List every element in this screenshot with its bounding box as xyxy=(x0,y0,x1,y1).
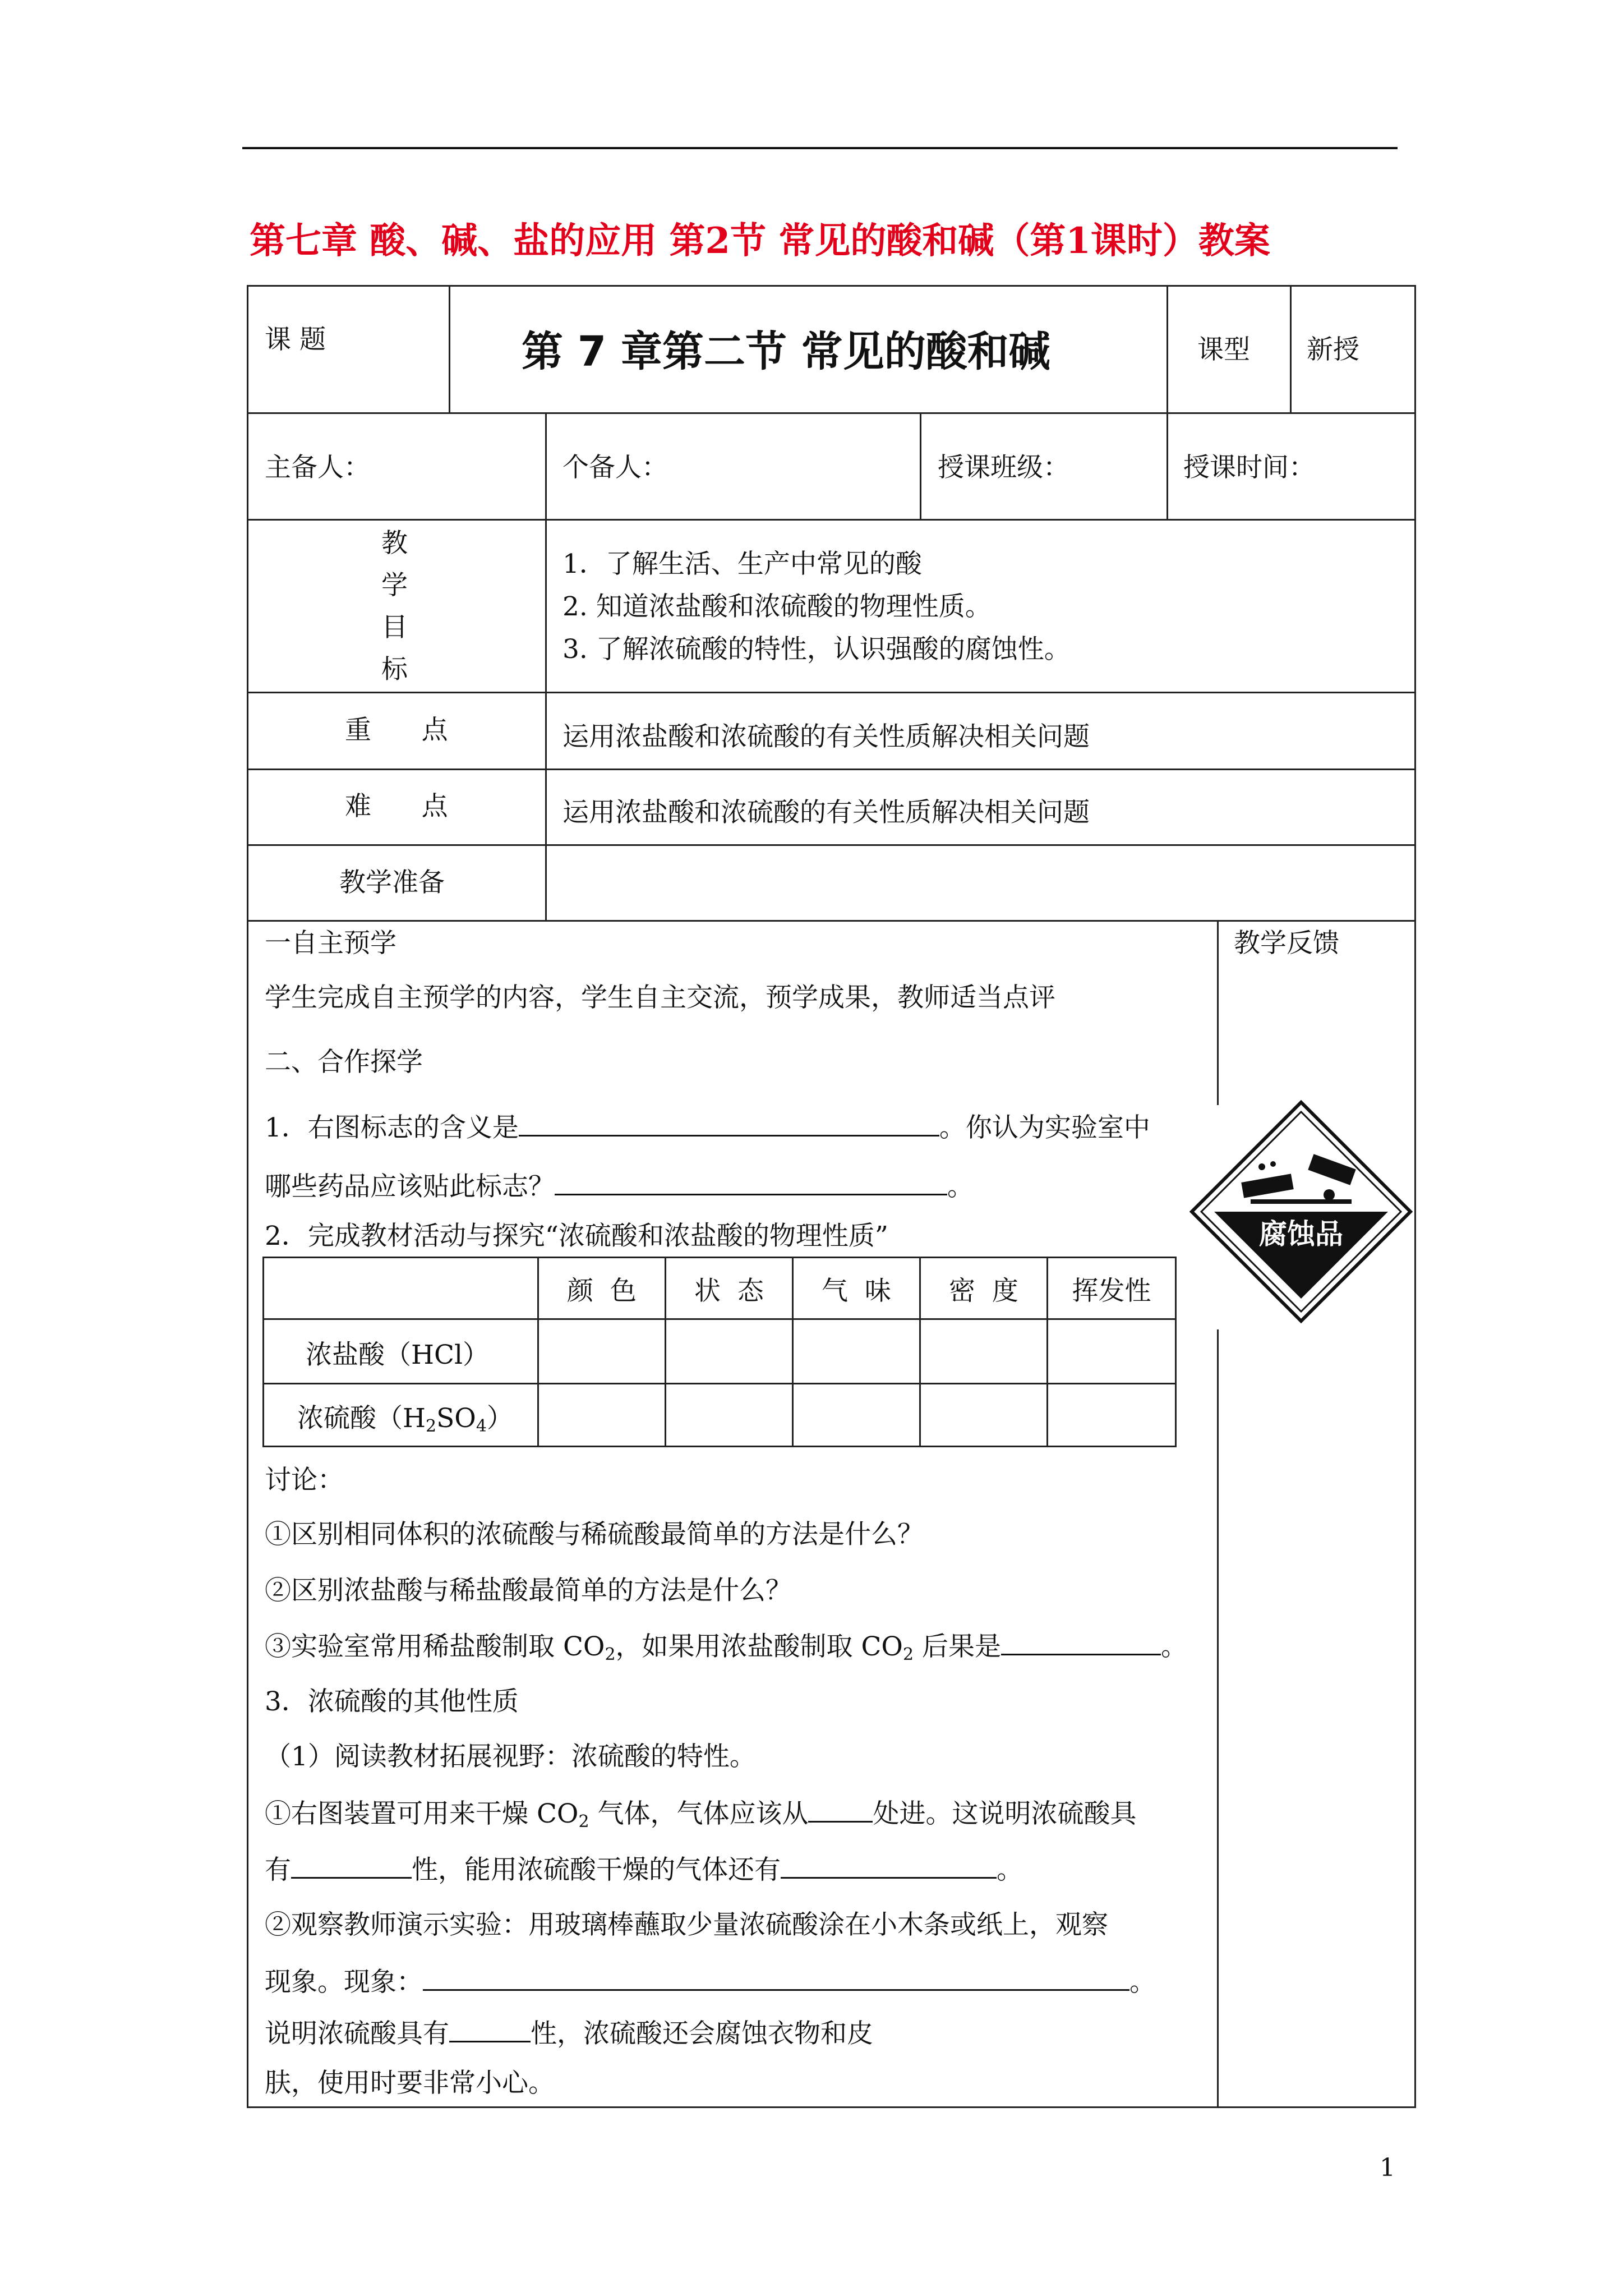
corrosive-hazard-sign xyxy=(1189,1099,1413,1324)
answer-blank[interactable] xyxy=(808,1800,873,1823)
row-label-hcl: 浓盐酸（HCl） xyxy=(306,1340,489,1370)
lesson-type-label: 课型 xyxy=(1197,334,1250,365)
section-1-text: 学生完成自主预学的内容，学生自主交流，预学成果，教师适当点评 xyxy=(265,982,1055,1013)
discussion-3: ③实验室常用稀盐酸制取 $CO_2$，如果用浓盐酸制取 $CO_2$ 后果是 。 xyxy=(265,1631,1188,1664)
col-header-state: 状 态 xyxy=(694,1276,764,1306)
prep-label: 教学准备 xyxy=(339,867,445,898)
answer-blank[interactable] xyxy=(781,1856,997,1879)
col-header-volatility: 挥发性 xyxy=(1072,1276,1151,1306)
row-label-h2so4: 浓硫酸$(H_2SO_4)$ xyxy=(297,1403,513,1436)
main-preparer-label: 主备人： xyxy=(265,452,370,483)
difficulty-label: 难 点 xyxy=(345,791,448,822)
section-1-title: 一自主预学 xyxy=(265,928,396,959)
col-header-odor: 气 味 xyxy=(822,1276,891,1306)
property-2-line-1: ②观察教师演示实验：用玻璃棒蘸取少量浓硫酸涂在小木条或纸上，观察 xyxy=(265,1910,1108,1940)
topic-label: 课 题 xyxy=(265,324,326,355)
question-1-line-2: 哪些药品应该贴此标志？ 。 xyxy=(265,1171,974,1202)
corrosive-icon xyxy=(1189,1099,1413,1324)
difficulty-value: 运用浓盐酸和浓硫酸的有关性质解决相关问题 xyxy=(562,797,1090,828)
goals-label-3: 目 xyxy=(381,612,408,643)
answer-blank[interactable] xyxy=(291,1856,412,1879)
goals-label-2: 学 xyxy=(381,570,408,601)
discussion-label: 讨论： xyxy=(265,1465,344,1496)
question-1-line-1: 1．右图标志的含义是 。你认为实验室中 xyxy=(265,1112,1150,1143)
time-label: 授课时间： xyxy=(1183,452,1315,483)
property-1-line-1: ①右图装置可用来干燥 $CO_2$ 气体，气体应该从 处进。这说明浓硫酸具 xyxy=(265,1798,1137,1832)
answer-blank[interactable] xyxy=(555,1172,947,1195)
section-2-title: 二、合作探学 xyxy=(265,1047,423,1078)
key-label: 重 点 xyxy=(345,715,448,746)
discussion-1: ①区别相同体积的浓硫酸与稀硫酸最简单的方法是什么？ xyxy=(265,1519,924,1550)
goals-label-1: 教 xyxy=(381,528,408,559)
col-header-density: 密 度 xyxy=(949,1276,1018,1306)
topic-value: 第 7 章第二节 常见的酸和碱 xyxy=(522,328,1050,376)
property-3-line-2: 肤，使用时要非常小心。 xyxy=(265,2068,555,2099)
property-3-line-1: 说明浓硫酸具有 性，浓硫酸还会腐蚀衣物和皮 xyxy=(265,2018,873,2049)
col-header-color: 颜 色 xyxy=(567,1276,637,1306)
class-label: 授课班级： xyxy=(938,452,1069,483)
corrosive-sign-label: 腐蚀品 xyxy=(1259,1218,1343,1250)
answer-blank[interactable] xyxy=(1001,1632,1161,1655)
answer-blank[interactable] xyxy=(519,1114,939,1137)
answer-blank[interactable] xyxy=(449,2019,531,2042)
goal-1: 1．了解生活、生产中常见的酸 xyxy=(562,549,922,579)
discussion-2: ②区别浓盐酸与稀盐酸最简单的方法是什么？ xyxy=(265,1575,792,1606)
property-2-line-2: 现象。现象： 。 xyxy=(265,1967,1156,1998)
question-3: 3．浓硫酸的其他性质 xyxy=(265,1686,519,1717)
key-value: 运用浓盐酸和浓硫酸的有关性质解决相关问题 xyxy=(562,721,1090,752)
question-3-1: （1）阅读教材拓展视野：浓硫酸的特性。 xyxy=(265,1741,756,1772)
page-number: 1 xyxy=(1380,2154,1395,2182)
header-rule xyxy=(242,147,1398,149)
lesson-type-value: 新授 xyxy=(1307,334,1359,365)
document-title: 第七章 酸、碱、盐的应用 第2节 常见的酸和碱（第1课时）教案 xyxy=(250,220,1270,262)
goals-label-4: 标 xyxy=(381,654,408,685)
goal-3: 3. 了解浓硫酸的特性，认识强酸的腐蚀性。 xyxy=(562,634,1071,665)
answer-blank[interactable] xyxy=(423,1968,1129,1991)
feedback-label: 教学反馈 xyxy=(1234,928,1339,959)
question-2: 2．完成教材活动与探究“浓硫酸和浓盐酸的物理性质” xyxy=(265,1221,888,1251)
property-1-line-2: 有 性，能用浓硫酸干燥的气体还有 。 xyxy=(265,1855,1023,1885)
individual-preparer-label: 个备人： xyxy=(562,452,668,483)
goal-2: 2. 知道浓盐酸和浓硫酸的物理性质。 xyxy=(562,591,992,622)
